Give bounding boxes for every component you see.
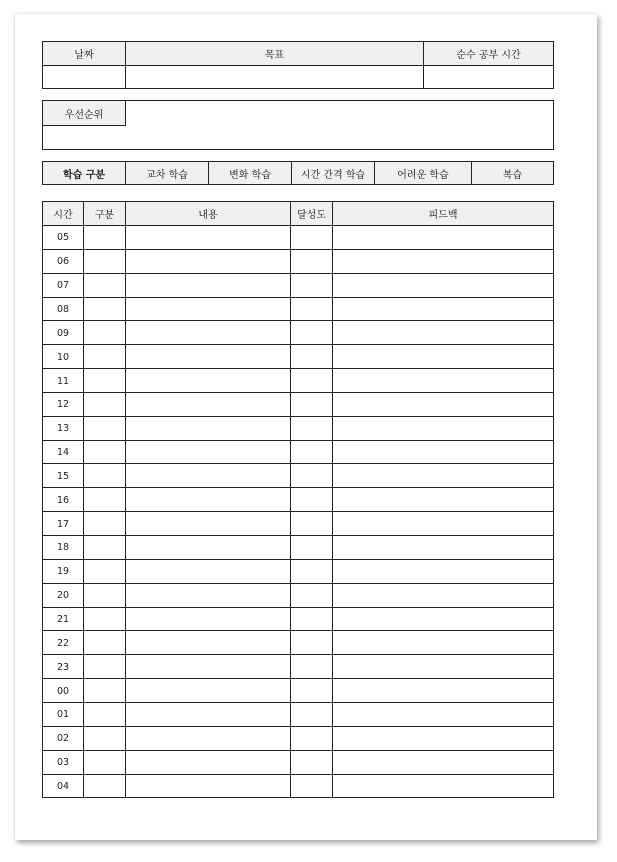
hour-cell: 18 [57, 542, 70, 554]
category-difficult-learning: 어려운 학습 [397, 169, 449, 181]
column-category: 구분 [94, 210, 115, 221]
achievement-cell[interactable] [291, 703, 332, 727]
schedule-row [43, 727, 553, 751]
category-review: 복습 [502, 169, 523, 181]
feedback-cell[interactable] [333, 560, 553, 584]
content-cell[interactable] [126, 608, 290, 632]
goal-field[interactable] [126, 66, 423, 88]
category-cell[interactable] [84, 679, 125, 703]
achievement-cell[interactable] [291, 226, 332, 250]
schedule-row [43, 393, 553, 417]
header-table [42, 41, 554, 89]
feedback-cell[interactable] [333, 393, 553, 417]
hour-cell: 15 [57, 470, 70, 482]
category-cell[interactable] [84, 226, 125, 250]
hour-cell: 04 [57, 780, 70, 792]
feedback-cell[interactable] [333, 369, 553, 393]
category-cell[interactable] [84, 751, 125, 775]
achievement-cell[interactable] [291, 512, 332, 536]
achievement-cell[interactable] [291, 250, 332, 274]
hour-cell: 13 [57, 423, 70, 435]
hour-cell: 17 [57, 518, 70, 530]
schedule-row [43, 751, 553, 775]
hour-cell: 23 [57, 661, 70, 673]
schedule-row [43, 631, 553, 655]
achievement-cell[interactable] [291, 727, 332, 751]
schedule-row [43, 345, 553, 369]
achievement-cell[interactable] [291, 298, 332, 322]
achievement-cell[interactable] [291, 655, 332, 679]
hour-cell: 06 [57, 256, 70, 268]
schedule-row [43, 250, 553, 274]
achievement-cell[interactable] [291, 393, 332, 417]
schedule-row [43, 465, 553, 489]
hour-cell: 12 [57, 399, 70, 411]
schedule-row [43, 536, 553, 560]
achievement-cell[interactable] [291, 608, 332, 632]
schedule-row [43, 560, 553, 584]
category-cell[interactable] [84, 727, 125, 751]
content-cell[interactable] [126, 274, 290, 298]
achievement-cell[interactable] [291, 751, 332, 775]
content-cell[interactable] [126, 298, 290, 322]
achievement-cell[interactable] [291, 631, 332, 655]
priority-field[interactable] [126, 101, 553, 149]
column-achievement: 달성도 [297, 210, 326, 221]
category-cell[interactable] [84, 250, 125, 274]
achievement-cell[interactable] [291, 369, 332, 393]
content-cell[interactable] [126, 250, 290, 274]
hour-cell: 22 [57, 637, 70, 649]
schedule-table [42, 201, 554, 798]
achievement-cell[interactable] [291, 274, 332, 298]
feedback-cell[interactable] [333, 751, 553, 775]
category-cell[interactable] [84, 465, 125, 489]
category-cell[interactable] [84, 369, 125, 393]
feedback-cell[interactable] [333, 250, 553, 274]
achievement-cell[interactable] [291, 488, 332, 512]
category-cell[interactable] [84, 417, 125, 441]
category-cell[interactable] [84, 345, 125, 369]
column-time: 시간 [53, 210, 73, 221]
achievement-cell[interactable] [291, 536, 332, 560]
hour-cell: 14 [57, 447, 70, 459]
feedback-cell[interactable] [333, 417, 553, 441]
feedback-cell[interactable] [333, 488, 553, 512]
category-cell[interactable] [84, 321, 125, 345]
feedback-cell[interactable] [333, 441, 553, 465]
priority-label: 우선순위 [64, 109, 104, 121]
feedback-cell[interactable] [333, 298, 553, 322]
planner-page [15, 14, 597, 840]
content-cell[interactable] [126, 727, 290, 751]
schedule-row [43, 321, 553, 345]
content-cell[interactable] [126, 584, 290, 608]
schedule-row [43, 775, 553, 799]
schedule-row [43, 417, 553, 441]
schedule-row [43, 369, 553, 393]
schedule-row [43, 512, 553, 536]
achievement-cell[interactable] [291, 321, 332, 345]
schedule-row [43, 441, 553, 465]
category-label: 학습 구분 [62, 169, 106, 181]
achievement-cell[interactable] [291, 417, 332, 441]
schedule-row [43, 584, 553, 608]
goal-label: 목표 [264, 50, 285, 61]
feedback-cell[interactable] [333, 679, 553, 703]
category-cell[interactable] [84, 488, 125, 512]
achievement-cell[interactable] [291, 775, 332, 799]
content-cell[interactable] [126, 417, 290, 441]
schedule-row [43, 608, 553, 632]
achievement-cell[interactable] [291, 441, 332, 465]
content-cell[interactable] [126, 775, 290, 799]
study-time-field[interactable] [424, 66, 553, 88]
feedback-cell[interactable] [333, 631, 553, 655]
category-spaced-learning: 시간 간격 학습 [300, 169, 366, 181]
achievement-cell[interactable] [291, 465, 332, 489]
content-cell[interactable] [126, 488, 290, 512]
schedule-row [43, 655, 553, 679]
hour-cell: 05 [57, 232, 70, 244]
study-time-label: 순수 공부 시간 [456, 50, 521, 61]
feedback-cell[interactable] [333, 608, 553, 632]
content-cell[interactable] [126, 321, 290, 345]
category-cell[interactable] [84, 655, 125, 679]
schedule-row [43, 703, 553, 727]
feedback-cell[interactable] [333, 584, 553, 608]
schedule-row [43, 274, 553, 298]
achievement-cell[interactable] [291, 584, 332, 608]
category-row [42, 161, 554, 185]
content-cell[interactable] [126, 226, 290, 250]
achievement-cell[interactable] [291, 560, 332, 584]
achievement-cell[interactable] [291, 345, 332, 369]
feedback-cell[interactable] [333, 465, 553, 489]
hour-cell: 09 [57, 327, 70, 339]
schedule-row [43, 488, 553, 512]
schedule-row [43, 298, 553, 322]
feedback-cell[interactable] [333, 345, 553, 369]
content-cell[interactable] [126, 465, 290, 489]
feedback-cell[interactable] [333, 536, 553, 560]
hour-cell: 00 [57, 685, 70, 697]
content-cell[interactable] [126, 655, 290, 679]
content-cell[interactable] [126, 441, 290, 465]
content-cell[interactable] [126, 751, 290, 775]
category-cell[interactable] [84, 775, 125, 799]
hour-cell: 20 [57, 590, 70, 602]
date-label: 날짜 [74, 50, 94, 61]
content-cell[interactable] [126, 560, 290, 584]
category-cell[interactable] [84, 560, 125, 584]
column-feedback: 피드백 [428, 210, 458, 221]
hour-cell: 03 [57, 757, 70, 769]
schedule-row [43, 679, 553, 703]
category-cell[interactable] [84, 274, 125, 298]
category-cell[interactable] [84, 393, 125, 417]
achievement-cell[interactable] [291, 679, 332, 703]
category-cell[interactable] [84, 608, 125, 632]
hour-cell: 11 [57, 375, 70, 387]
category-cell[interactable] [84, 703, 125, 727]
content-cell[interactable] [126, 679, 290, 703]
category-variation-learning: 변화 학습 [229, 169, 271, 181]
content-cell[interactable] [126, 631, 290, 655]
content-cell[interactable] [126, 369, 290, 393]
schedule-row [43, 226, 553, 250]
content-cell[interactable] [126, 393, 290, 417]
hour-cell: 10 [57, 351, 70, 363]
category-cell[interactable] [84, 536, 125, 560]
category-cell[interactable] [84, 584, 125, 608]
hour-cell: 16 [57, 494, 70, 506]
priority-box [42, 100, 554, 150]
feedback-cell[interactable] [333, 703, 553, 727]
hour-cell: 19 [57, 566, 70, 578]
hour-cell: 02 [57, 733, 70, 745]
feedback-cell[interactable] [333, 775, 553, 799]
feedback-cell[interactable] [333, 274, 553, 298]
feedback-cell[interactable] [333, 512, 553, 536]
content-cell[interactable] [126, 703, 290, 727]
feedback-cell[interactable] [333, 727, 553, 751]
category-cell[interactable] [84, 298, 125, 322]
feedback-cell[interactable] [333, 226, 553, 250]
hour-cell: 08 [57, 303, 70, 315]
hour-cell: 07 [57, 280, 70, 292]
category-cross-learning: 교차 학습 [146, 169, 188, 181]
hour-cell: 21 [57, 614, 70, 626]
feedback-cell[interactable] [333, 321, 553, 345]
content-cell[interactable] [126, 536, 290, 560]
category-cell[interactable] [84, 631, 125, 655]
content-cell[interactable] [126, 345, 290, 369]
content-cell[interactable] [126, 512, 290, 536]
hour-cell: 01 [57, 709, 70, 721]
feedback-cell[interactable] [333, 655, 553, 679]
category-cell[interactable] [84, 441, 125, 465]
category-cell[interactable] [84, 512, 125, 536]
date-field[interactable] [43, 66, 125, 88]
column-content: 내용 [198, 210, 218, 221]
